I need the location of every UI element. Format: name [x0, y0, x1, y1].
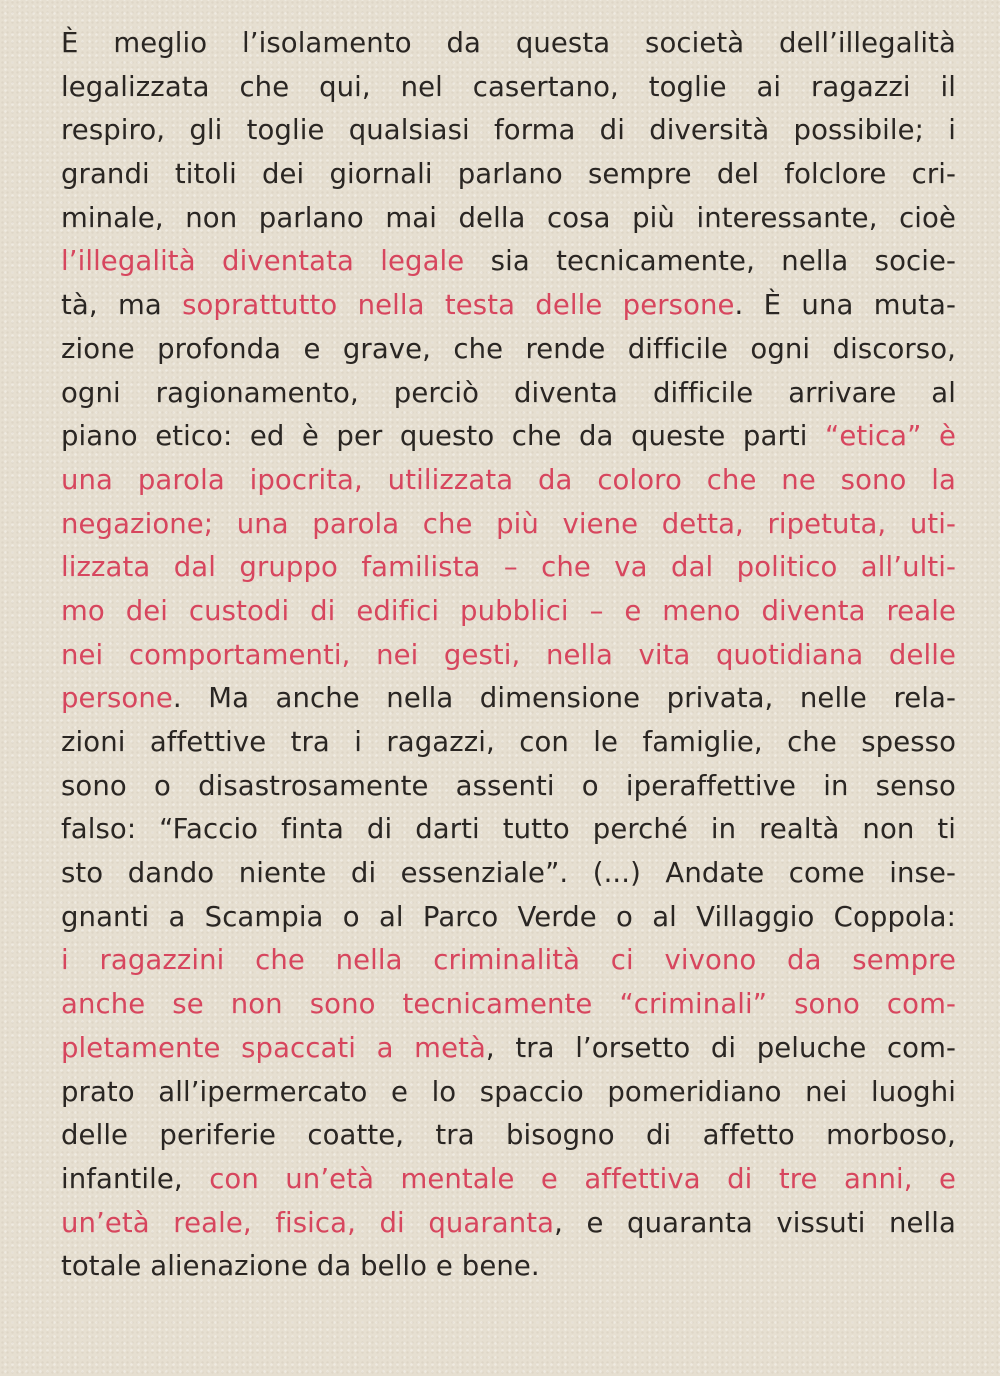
text-line: [61, 153, 956, 197]
text-line: [61, 546, 956, 590]
text-line: [61, 852, 956, 896]
text-line: [61, 765, 956, 809]
highlighted-text: mo dei custodi di edifici pubblici – e meno diventa reale: [61, 594, 956, 627]
text-line: [61, 808, 956, 852]
body-text: [61, 22, 956, 1289]
highlighted-text: lizzata dal gruppo familista – che va dal politico all’ulti-: [61, 551, 956, 584]
text-line: [61, 721, 956, 765]
text-line: [61, 1202, 956, 1246]
highlighted-text: un’età reale, fisica, di quaranta: [61, 1206, 555, 1239]
text-span: gnanti a Scampia o al Parco Verde o al Villaggio Coppola:: [61, 900, 956, 933]
text-line: [61, 459, 956, 503]
text-span: ogni ragionamento, perciò diventa difficile arrivare al: [61, 376, 956, 409]
text-line: [61, 1114, 956, 1158]
highlighted-text: nei comportamenti, nei gesti, nella vita quotidiana delle: [61, 638, 956, 671]
text-line: [61, 939, 956, 983]
text-line: [61, 677, 956, 721]
text-line: [61, 109, 956, 153]
text-line: [61, 1071, 956, 1115]
text-line: [61, 590, 956, 634]
text-line: [61, 415, 956, 459]
highlighted-text: pletamente spaccati a metà: [61, 1031, 486, 1064]
text-span: zione profonda e grave, che rende difficile ogni discorso,: [61, 332, 956, 365]
text-line: [61, 22, 956, 66]
text-span: sto dando niente di essenziale”. (...) Andate come inse-: [61, 857, 956, 890]
text-line: [61, 328, 956, 372]
highlighted-text: anche se non sono tecnicamente “criminali” sono com-: [61, 988, 956, 1021]
text-span: , tra l’orsetto di peluche com-: [485, 1031, 956, 1064]
text-line: [61, 1158, 956, 1202]
text-span: prato all’ipermercato e lo spaccio pomeridiano nei luoghi: [61, 1075, 956, 1108]
text-line: [61, 240, 956, 284]
text-line: [61, 66, 956, 110]
text-line: [61, 197, 956, 241]
text-span: zioni affettive tra i ragazzi, con le famiglie, che spesso: [61, 726, 956, 758]
text-span: minale, non parlano mai della cosa più interessante, cioè: [61, 201, 956, 234]
highlighted-text: soprattutto nella testa delle persone: [182, 289, 735, 322]
text-span: sono o disastrosamente assenti o iperaffettive in senso: [61, 769, 956, 802]
text-line: [61, 634, 956, 678]
text-span: . Ma anche nella dimensione privata, nelle rela-: [172, 682, 956, 715]
text-line: [61, 284, 956, 328]
text-span: . È una muta-: [734, 289, 956, 322]
text-span: delle periferie coatte, tra bisogno di affetto morboso,: [61, 1119, 956, 1152]
text-span: È meglio l’isolamento da questa società dell’illegalità: [61, 27, 956, 59]
text-line: [61, 896, 956, 940]
text-span: , e quaranta vissuti nella: [554, 1206, 956, 1239]
highlighted-text: l’illegalità diventata legale: [61, 245, 465, 278]
text-span: grandi titoli dei giornali parlano sempre del folclore cri-: [61, 158, 956, 191]
text-line: [61, 983, 956, 1027]
text-line: [61, 1027, 956, 1071]
text-span: falso: “Faccio finta di darti tutto perché in realtà non ti: [61, 813, 956, 846]
text-line: [61, 372, 956, 416]
text-span: piano etico: ed è per questo che da queste parti: [61, 420, 825, 453]
highlighted-text: i ragazzini che nella criminalità ci vivono da sempre: [61, 944, 956, 977]
text-line: [61, 503, 956, 547]
text-span: respiro, gli toglie qualsiasi forma di diversità possibile; i: [61, 114, 956, 147]
text-span: tà, ma: [61, 289, 183, 322]
highlighted-text: con un’età mentale e affettiva di tre anni, e: [209, 1162, 956, 1195]
text-span: infantile,: [61, 1162, 210, 1195]
text-span: legalizzata che qui, nel casertano, toglie ai ragazzi il: [61, 70, 956, 103]
text-line: [61, 1245, 956, 1289]
highlighted-text: una parola ipocrita, utilizzata da coloro che ne sono la: [61, 463, 956, 496]
text-span: sia tecnicamente, nella socie-: [464, 245, 956, 278]
text-span: totale alienazione da bello e bene.: [61, 1250, 540, 1283]
highlighted-text: persone: [61, 682, 173, 715]
highlighted-text: “etica” è: [824, 420, 956, 453]
highlighted-text: negazione; una parola che più viene detta, ripetuta, uti-: [61, 507, 956, 540]
